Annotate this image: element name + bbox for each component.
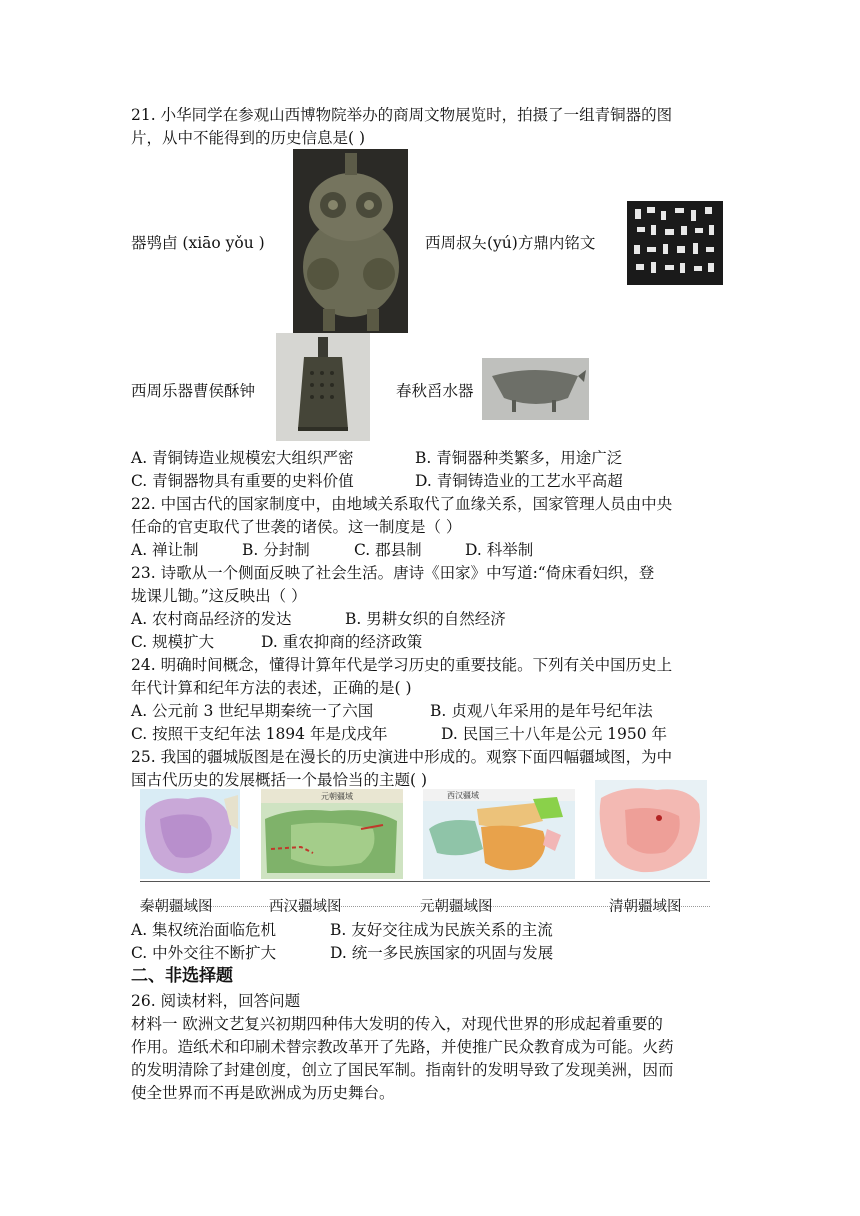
q23-stem-line1: 23. 诗歌从一个侧面反映了社会生活。唐诗《田家》中写道:“倚床看妇织，登 (131, 564, 655, 582)
ding-inscription-rubbing (627, 201, 723, 285)
owl-vessel-photo (293, 149, 408, 333)
q23-option-c[interactable]: C. 规模扩大 (131, 633, 215, 651)
q23-stem-line2: 垅课儿锄。”这反映出（ ） (131, 587, 307, 605)
qing-map-label: 清朝疆域图 (609, 899, 682, 915)
q24-options-row2 (131, 723, 667, 745)
yuan-map-label: 元朝疆域图 (420, 899, 493, 915)
q25-option-d[interactable]: D. 统一多民族国家的巩固与发展 (330, 944, 554, 962)
q26-material1-line4: 使全世界而不再是欧洲成为历史舞台。 (131, 1084, 395, 1102)
xihan-map-title: 西汉疆域 (447, 791, 479, 800)
bronze-bell-photo (276, 333, 370, 441)
q25-stem-line1: 25. 我国的疆城版图是在漫长的历史演进中形成的。观察下面四幅疆域图，为中 (131, 748, 673, 766)
q22-stem-line1: 22. 中国古代的国家制度中，由地域关系取代了血缘关系，国家管理人员由中央 (131, 495, 673, 513)
yuan-map-title: 元朝疆域 (321, 792, 353, 801)
q21-option-d[interactable]: D. 青铜铸造业的工艺水平高超 (415, 472, 623, 490)
q22-option-c[interactable]: C. 郡县制 (354, 541, 422, 559)
q26-stem: 26. 阅读材料，回答问题 (131, 992, 301, 1010)
q23-options-row2 (131, 631, 422, 653)
q26-material1-line1: 材料一 欧洲文艺复兴初期四种伟大发明的传入，对现代世界的形成起着重要的 (131, 1015, 663, 1033)
q23-options-row1 (131, 608, 506, 630)
q21-options-row2 (131, 470, 623, 492)
q24-option-b[interactable]: B. 贞观八年采用的是年号纪年法 (430, 702, 653, 720)
q22-option-b[interactable]: B. 分封制 (242, 541, 310, 559)
q26-material1-line3: 的发明清除了封建创度，创立了国民军制。指南针的发明导致了发现美洲，因而 (131, 1061, 674, 1079)
q21-option-b[interactable]: B. 青铜器种类繁多，用途广泛 (415, 449, 623, 467)
q24-option-a[interactable]: A. 公元前 3 世纪早期秦统一了六国 (131, 702, 374, 720)
qin-territory-map (140, 789, 240, 879)
q24-option-d[interactable]: D. 民国三十八年是公元 1950 年 (441, 725, 668, 743)
q25-options-row1 (131, 919, 553, 941)
q21-option-c[interactable]: C. 青铜器物具有重要的史料价值 (131, 472, 354, 490)
water-vessel-photo (482, 358, 589, 420)
q26-material1-line2: 作用。造纸术和印刷术替宗教改革开了先路，并使推广民众教育成为可能。火药 (131, 1038, 674, 1056)
maps-baseline (140, 881, 710, 882)
q21-label-ding-inscription: 西周叔夨(yú)方鼎内铭文 (425, 234, 596, 252)
q22-options-row (131, 539, 533, 561)
qing-territory-map (595, 780, 707, 879)
qin-map-label: 秦朝疆域图 (140, 899, 213, 915)
q24-stem-line2: 年代计算和纪年方法的表述，正确的是( ) (131, 679, 412, 697)
q25-stem-line2: 国古代历史的发展概括一个最恰当的主题( ) (131, 771, 428, 789)
q21-option-a[interactable]: A. 青铜铸造业规模宏大组织严密 (131, 449, 354, 467)
q21-stem-line1: 21. 小华同学在参观山西博物院举办的商周文物展览时，拍摄了一组青铜器的图 (131, 106, 673, 124)
q23-option-d[interactable]: D. 重农抑商的经济政策 (261, 633, 423, 651)
q25-option-b[interactable]: B. 友好交往成为民族关系的主流 (330, 921, 553, 939)
q21-label-owl-vessel: 器鸮卣 (xiāo yǒu ) (131, 234, 265, 252)
q22-option-a[interactable]: A. 禅让制 (131, 541, 199, 559)
q24-stem-line1: 24. 明确时间概念，懂得计算年代是学习历史的重要技能。下列有关中国历史上 (131, 656, 673, 674)
section-heading-non-choice: 二、非选择题 (131, 966, 233, 986)
q25-option-a[interactable]: A. 集权统治面临危机 (131, 921, 277, 939)
q21-options-row1 (131, 447, 622, 469)
q22-option-d[interactable]: D. 科举制 (465, 541, 534, 559)
q23-option-b[interactable]: B. 男耕女织的自然经济 (345, 610, 506, 628)
xihan-map-label: 西汉疆域图 (269, 899, 342, 915)
q22-stem-line2: 任命的官吏取代了世袭的诸侯。这一制度是（ ） (131, 518, 462, 536)
q21-stem-line2: 片，从中不能得到的历史信息是( ) (131, 129, 366, 147)
q24-options-row1 (131, 700, 653, 722)
q25-options-row2 (131, 942, 553, 964)
q25-option-c[interactable]: C. 中外交往不断扩大 (131, 944, 277, 962)
q21-label-bell: 西周乐器曹侯酥钟 (131, 382, 256, 400)
xihan-territory-map (423, 789, 575, 879)
q21-label-water-vessel: 春秋舀水器 (396, 382, 474, 400)
yuan-territory-map (261, 789, 403, 879)
q24-option-c[interactable]: C. 按照干支纪年法 1894 年是戊戌年 (131, 725, 388, 743)
q23-option-a[interactable]: A. 农村商品经济的发达 (131, 610, 292, 628)
